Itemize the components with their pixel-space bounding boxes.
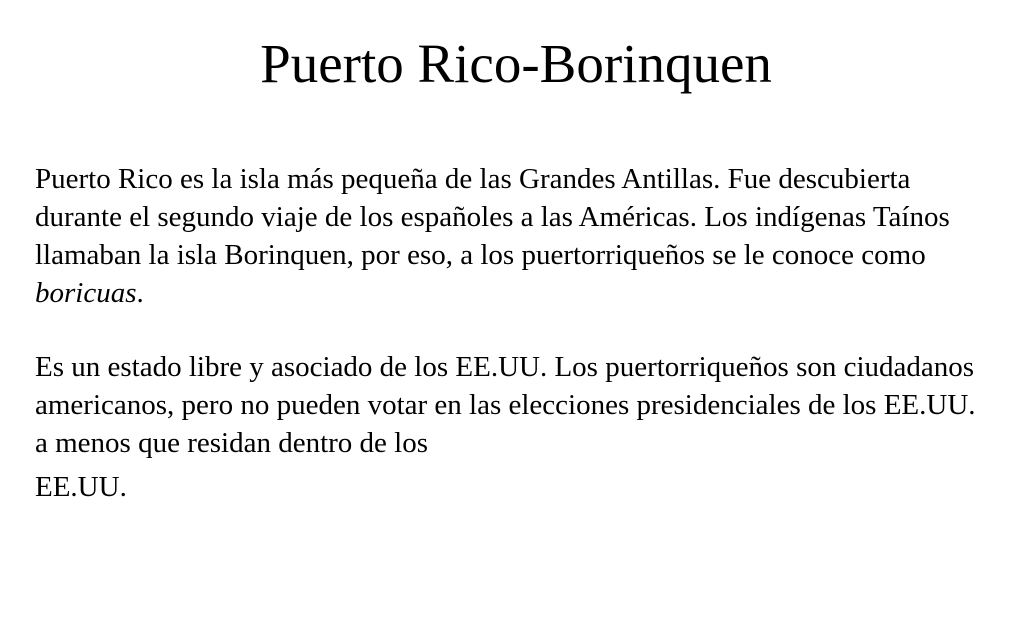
paragraph-status [35,348,995,506]
paragraph-intro-period: . [136,277,144,309]
slide-title: Puerto Rico-Borinquen [260,33,772,94]
paragraph-intro-text: Puerto Rico es la isla más pequeña de las Grandes Antillas. Fue descubierta durante el segundo viaje de los españoles a las Américas. Los indígenas Taínos llamaban la isla Borinquen, por eso, a los puertorriqueños se le conoce como [35,163,950,271]
paragraph-status-text: Es un estado libre y asociado de los EE.UU. Los puertorriqueños son ciudadanos americanos, pero no pueden votar en las elecciones presidenciales de los EE.UU. a menos que residan dentro de los [35,351,976,459]
paragraph-intro [35,160,995,312]
slide-body [35,160,995,506]
italic-term-boricuas: boricuas [35,277,137,309]
paragraph-status-last-line: EE.UU. [35,471,127,503]
